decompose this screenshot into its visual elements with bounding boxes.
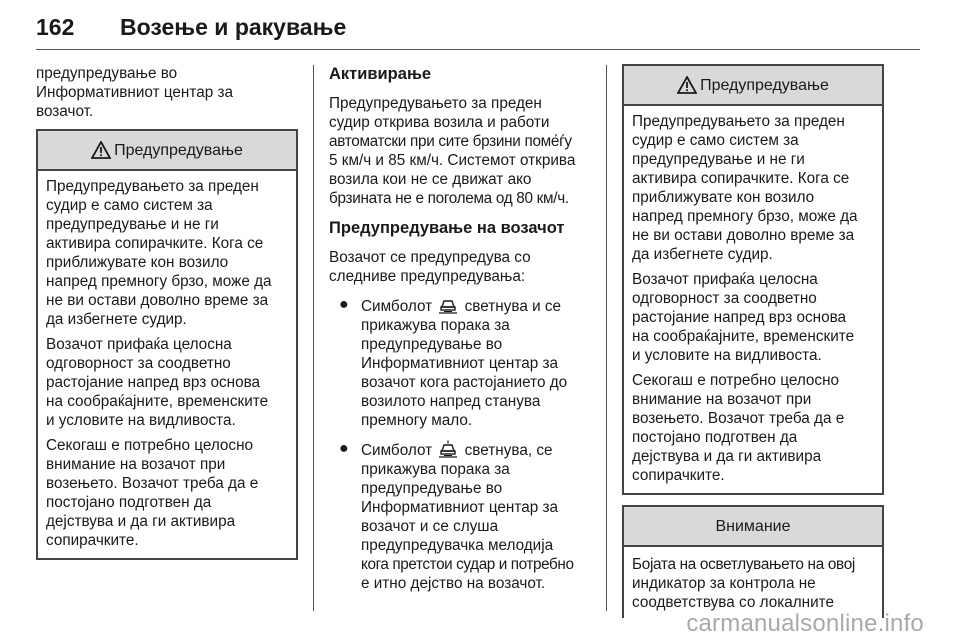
- vehicle-ahead-alert-icon: [438, 440, 458, 458]
- warning-box: [622, 64, 884, 495]
- notice-box: [622, 505, 884, 618]
- column-divider-1: [313, 65, 314, 611]
- header-rule: [36, 49, 920, 50]
- page-header: [36, 0, 920, 50]
- warning-box: [36, 129, 298, 560]
- intro-paragraph: предупредување во Информативниот центар за возачот.: [36, 65, 233, 120]
- column-divider-2: [606, 65, 607, 611]
- watermark: carmanualsonline.info: [686, 610, 924, 637]
- warning-list: [329, 296, 593, 593]
- page-number: 162: [36, 14, 75, 40]
- driver-warning-paragraph: Возачот се предупредува со следниве предупредувања:: [329, 249, 531, 285]
- column-1: [36, 64, 298, 560]
- list-item: ● Симболот светнува и се прикажува порака за предупредување во Информативниот центар за возачот кога растојанието до возилото напред станува премногу мало.: [339, 296, 568, 429]
- bullet-icon: ●: [339, 440, 349, 457]
- column-3: [622, 64, 884, 618]
- notice-box-header: [624, 507, 882, 547]
- warning-triangle-icon: [91, 141, 111, 159]
- warning-box-header: [38, 131, 296, 171]
- heading-activation: Активирање: [329, 65, 432, 83]
- heading-driver-warning: Предупредување на возачот: [329, 219, 565, 237]
- warning-box-title: Предупредување: [114, 141, 243, 159]
- notice-box-body: Бојата на осветлувањето на овој индикатор за контрола не соодветствува со локалните: [632, 556, 856, 611]
- warning-box-title: Предупредување: [700, 76, 829, 94]
- activation-paragraph: Предупредувањето за преден судир открива возила и работи автоматски при сите брзини поме́ѓу 5 км/ч и 85 км/ч. Системот открива возила кои не се движат ако брзината не е поголема од 80 км/ч.: [329, 95, 576, 207]
- page-title: Возење и ракување: [120, 14, 347, 40]
- bullet-icon: ●: [339, 296, 349, 313]
- warning-box-header: [624, 66, 882, 106]
- notice-box-title: Внимание: [715, 517, 791, 535]
- warning-box-body: Предупредувањето за преден судир е само систем за предупредување и не ги активира сопирачките. Кога се приближувате кон возило напред премногу брзо, може да не ви остави доволно време за да избегнете судир. Возачот прифаќа целосна одговорност за соодветно растојание напред врз основа на сообраќајните, временските и условите на видливоста. Секогаш е потребно целосно внимание на возачот при возењето. Возачот треба да е постојано подготвен да дејствува и да ги активира сопирачките.: [46, 178, 272, 549]
- warning-box-body: Предупредувањето за преден судир е само систем за предупредување и не ги активира сопирачките. Кога се приближувате кон возило напред премногу брзо, може да не ви остави доволно време за да избегнете судир. Возачот прифаќа целосна одговорност за соодветно растојание напред врз основа на сообраќајните, временските и условите на видливоста. Секогаш е потребно целосно внимание на возачот при возењето. Возачот треба да е постојано подготвен да дејствува и да ги активира сопирачките.: [632, 113, 858, 484]
- vehicle-ahead-icon: [438, 296, 458, 314]
- warning-triangle-icon: [677, 76, 697, 94]
- column-2: [329, 64, 593, 593]
- list-item: ● Симболот светнува, се прикажува порака за предупредување во Информативниот центар за возачот и се слуша предупредувачка мелодија кога претстои судар и потребно е итно дејство на возачот.: [339, 440, 574, 592]
